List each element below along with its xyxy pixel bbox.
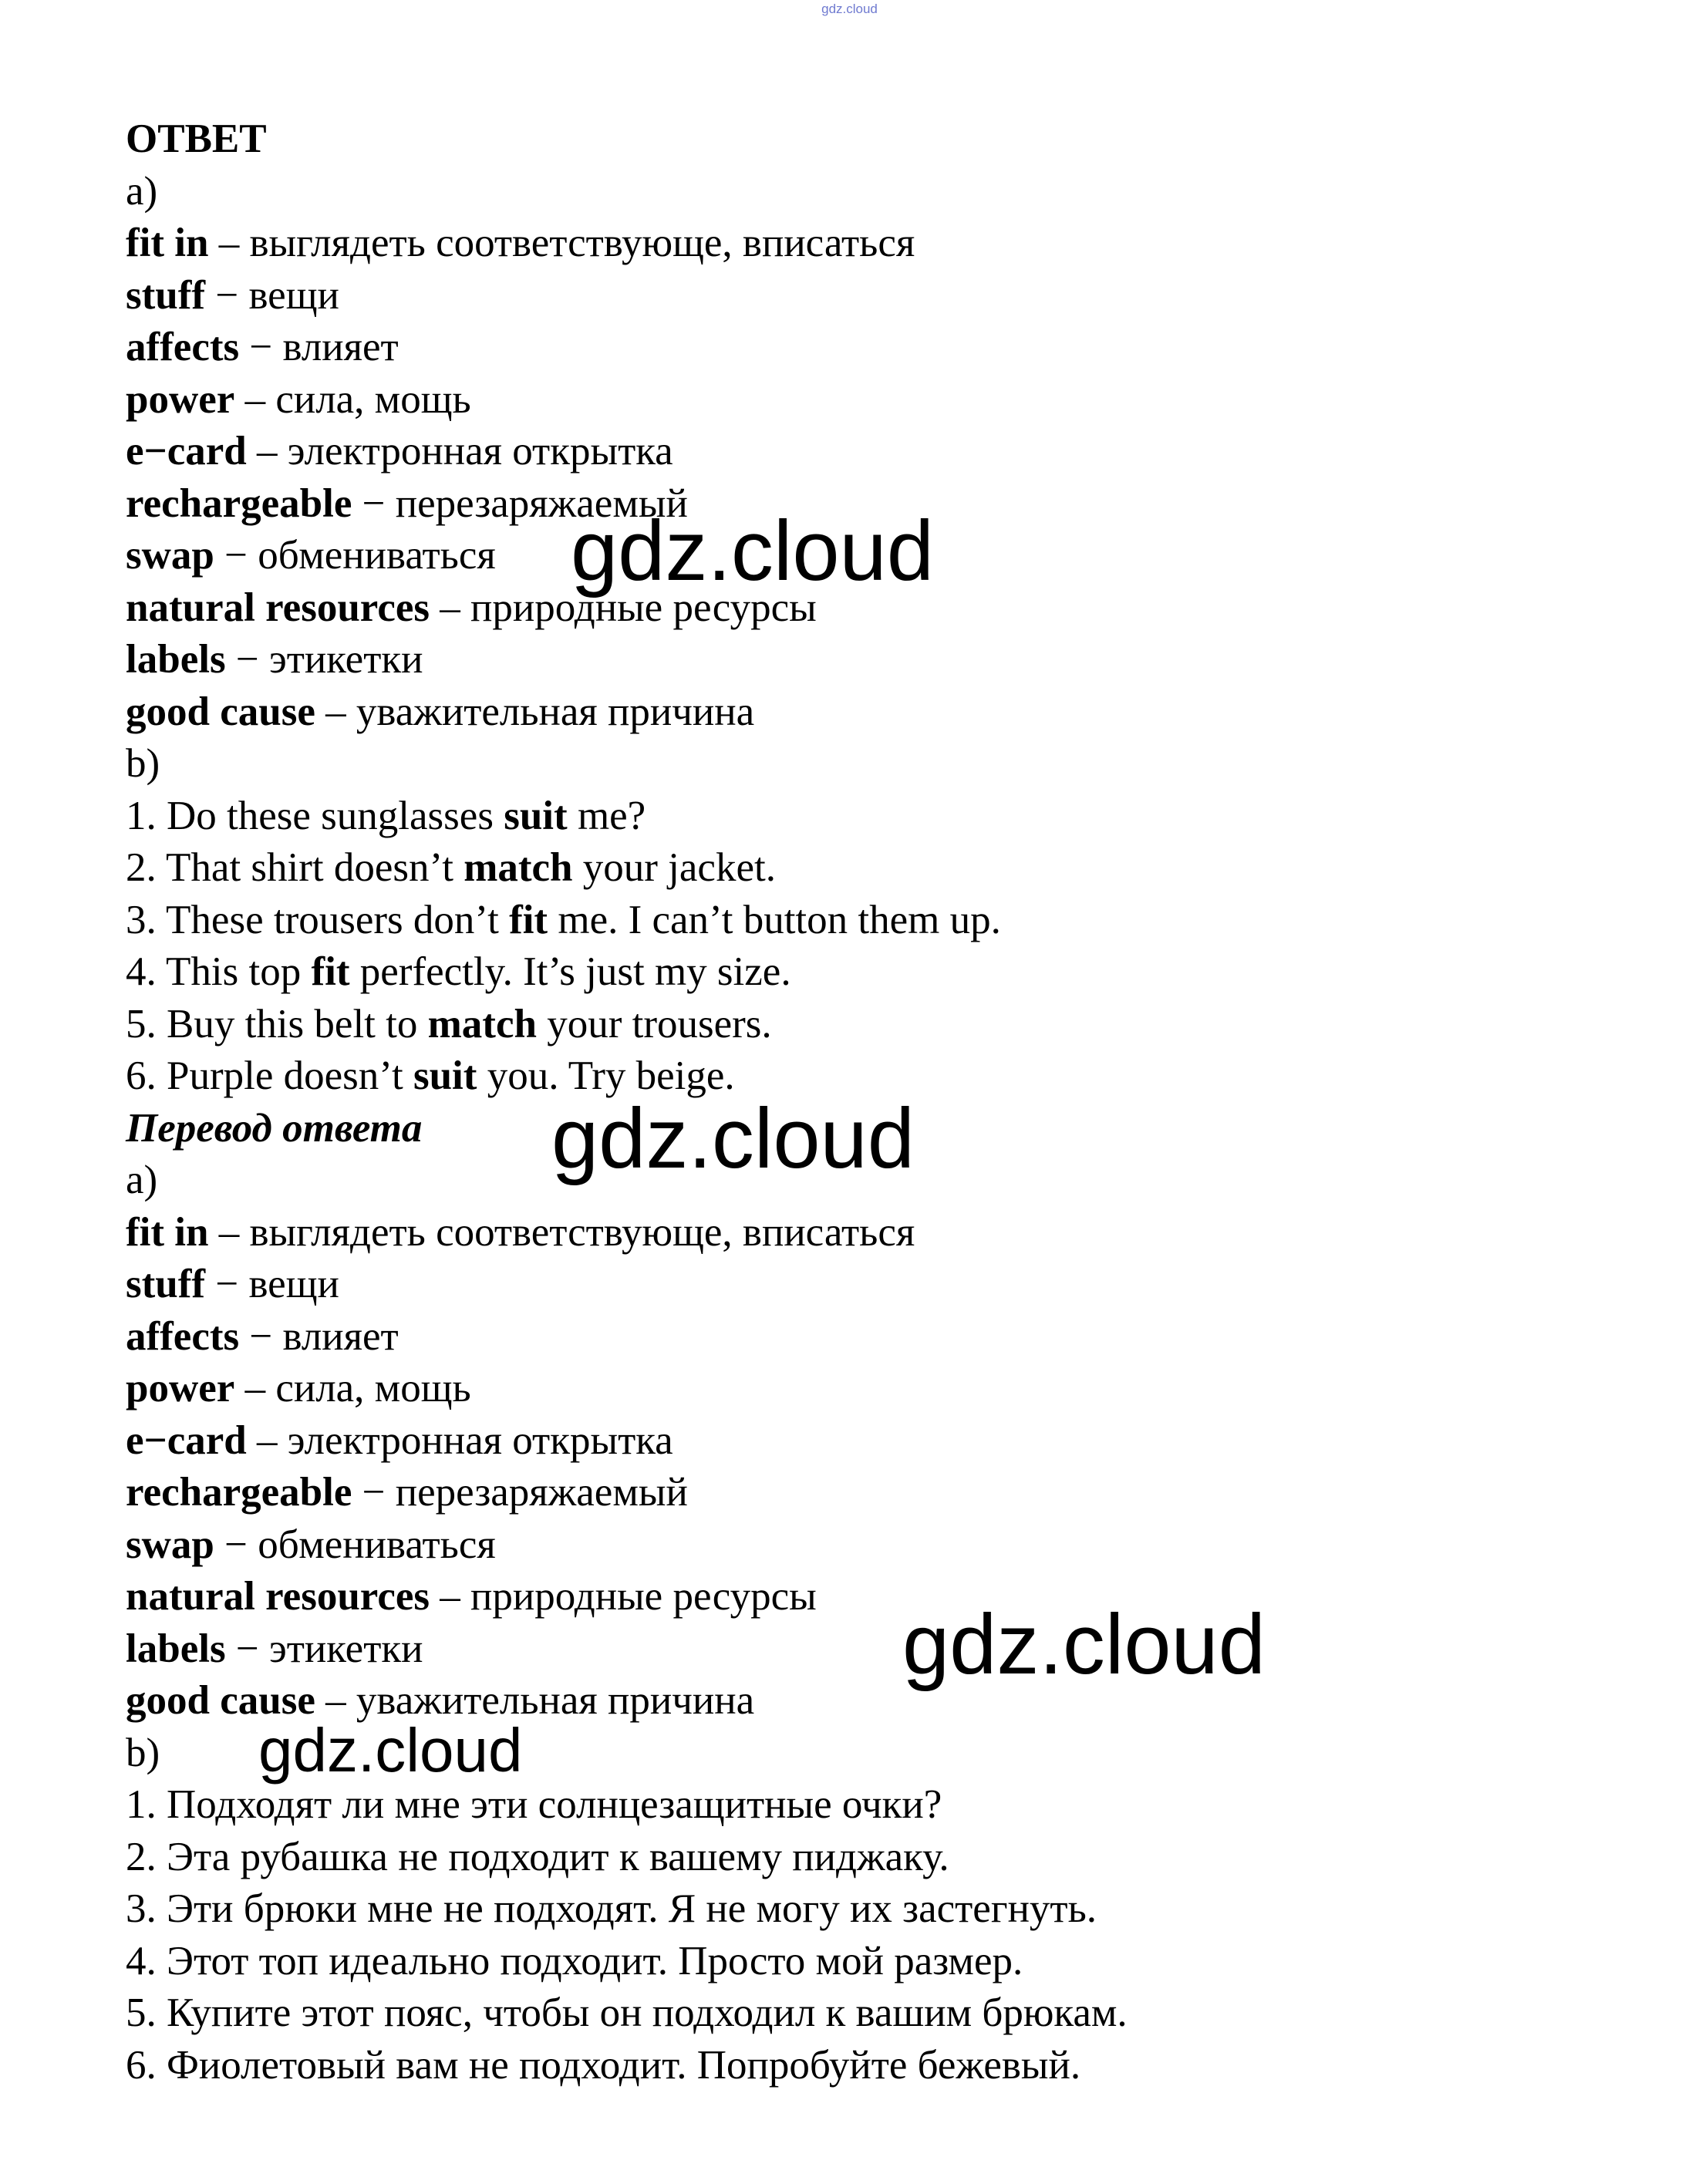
vocab-term: good cause <box>126 1678 315 1723</box>
sentence-text: 2. That shirt doesn’t <box>126 845 464 890</box>
vocab-definition: уважительная причина <box>356 689 755 734</box>
vocab-item <box>126 270 1591 322</box>
vocab-separator: – <box>315 689 356 734</box>
vocab-separator: – <box>430 585 471 630</box>
translation-heading: Перевод ответа <box>126 1105 423 1151</box>
vocab-term: fit in <box>126 1209 209 1255</box>
vocab-definition: природные ресурсы <box>470 585 817 630</box>
sentence-keyword: suit <box>413 1053 477 1098</box>
sentence-text: 5. Buy this belt to <box>126 1001 428 1046</box>
translation-item: 4. Этот топ идеально подходит. Просто мой размер. <box>126 1938 1023 1983</box>
vocab-item <box>126 374 1591 426</box>
vocab-term: power <box>126 1366 235 1410</box>
sentence-text: 1. Do these sunglasses <box>126 793 504 838</box>
vocab-term: stuff <box>126 272 206 318</box>
vocab-item <box>126 1415 1591 1468</box>
watermark-text: gdz.cloud <box>902 1597 1266 1692</box>
answer-heading: ОТВЕТ <box>126 116 267 161</box>
vocab-term: labels <box>126 1626 226 1671</box>
vocab-item <box>126 1311 1591 1363</box>
sentence-text: 6. Purple doesn’t <box>126 1053 413 1098</box>
vocab-definition: перезаряжаемый <box>395 480 688 526</box>
vocab-list <box>126 217 1591 738</box>
vocab-separator: – <box>208 1209 250 1255</box>
vocab-item <box>126 634 1591 686</box>
vocab-definition: обмениваться <box>258 533 496 578</box>
vocab-separator: – <box>430 1574 471 1619</box>
translation-item: 1. Подходят ли мне эти солнцезащитные очки? <box>126 1782 942 1827</box>
sentence-keyword: suit <box>504 793 568 838</box>
vocab-definition: вещи <box>248 272 339 318</box>
vocab-definition: перезаряжаемый <box>395 1470 688 1515</box>
section-b-label: b) <box>126 741 160 786</box>
vocab-item <box>126 322 1591 374</box>
vocab-item <box>126 1623 1591 1676</box>
vocab-definition: этикетки <box>268 1626 423 1671</box>
vocab-term: natural resources <box>126 1574 430 1619</box>
vocab-definition: электронная открытка <box>287 429 673 474</box>
vocab-definition: влияет <box>282 1313 399 1359</box>
vocab-definition: влияет <box>282 325 399 369</box>
vocab-separator: – <box>234 1366 276 1410</box>
sentence-keyword: match <box>427 1001 537 1046</box>
vocab-term: stuff <box>126 1262 206 1306</box>
vocab-list-repeat <box>126 1207 1591 1727</box>
watermark-text: gdz.cloud <box>258 1716 523 1785</box>
section-b-label: b) <box>126 1730 160 1775</box>
translation-item: 3. Эти брюки мне не подходят. Я не могу их застегнуть. <box>126 1886 1097 1931</box>
vocab-term: affects <box>126 1313 240 1359</box>
sentence-text: 4. This top <box>126 949 312 994</box>
vocab-definition: выглядеть соответствующе, вписаться <box>249 1209 915 1255</box>
vocab-term: affects <box>126 325 240 369</box>
sentence-item <box>126 790 1591 843</box>
vocab-item <box>126 1519 1591 1572</box>
vocab-item <box>126 1571 1591 1623</box>
sentence-item <box>126 842 1591 895</box>
vocab-separator: – <box>315 1678 356 1723</box>
sentence-keyword: match <box>464 845 573 890</box>
vocab-separator: – <box>246 429 288 474</box>
vocab-definition: природные ресурсы <box>470 1574 817 1619</box>
vocab-definition: этикетки <box>268 637 423 682</box>
vocab-separator: − <box>205 272 249 318</box>
translation-item: 5. Купите этот пояс, чтобы он подходил к вашим брюкам. <box>126 1990 1128 2035</box>
watermark-text: gdz.cloud <box>551 1091 915 1186</box>
translation-item: 2. Эта рубашка не подходит к вашему пиджаку. <box>126 1834 949 1879</box>
vocab-term: rechargeable <box>126 1470 352 1515</box>
vocab-definition: вещи <box>248 1262 339 1306</box>
vocab-term: labels <box>126 637 226 682</box>
vocab-definition: обмениваться <box>258 1522 496 1567</box>
sentence-item <box>126 999 1591 1051</box>
sentence-list <box>126 790 1591 1103</box>
section-a-label: a) <box>126 1158 158 1202</box>
vocab-separator: – <box>208 221 250 265</box>
vocab-definition: сила, мощь <box>275 1366 471 1410</box>
vocab-separator: − <box>239 1313 283 1359</box>
vocab-item <box>126 1467 1591 1519</box>
vocab-term: power <box>126 376 235 422</box>
translation-item: 6. Фиолетовый вам не подходит. Попробуйте бежевый. <box>126 2042 1081 2088</box>
vocab-separator: − <box>225 637 269 682</box>
vocab-item <box>126 1207 1591 1259</box>
vocab-term: swap <box>126 1522 214 1567</box>
vocab-definition: выглядеть соответствующе, вписаться <box>249 221 915 265</box>
vocab-separator: – <box>246 1417 288 1463</box>
vocab-term: natural resources <box>126 585 430 630</box>
vocab-separator: − <box>214 533 258 578</box>
sentence-text: your trousers. <box>536 1001 772 1046</box>
sentence-text: 3. These trousers don’t <box>126 897 510 942</box>
top-watermark: gdz.cloud <box>821 2 878 16</box>
vocab-definition: уважительная причина <box>356 1678 755 1723</box>
vocab-term: swap <box>126 533 214 578</box>
sentence-keyword: fit <box>509 897 548 942</box>
vocab-definition: сила, мощь <box>275 376 471 422</box>
vocab-term: rechargeable <box>126 480 352 526</box>
sentence-item <box>126 946 1591 999</box>
vocab-separator: − <box>205 1262 249 1306</box>
vocab-separator: − <box>214 1522 258 1567</box>
vocab-item <box>126 426 1591 478</box>
vocab-definition: электронная открытка <box>287 1417 673 1463</box>
vocab-separator: − <box>352 1470 396 1515</box>
sentence-item <box>126 895 1591 947</box>
vocab-term: good cause <box>126 689 315 734</box>
sentence-keyword: fit <box>311 949 350 994</box>
sentence-text: perfectly. It’s just my size. <box>349 949 791 994</box>
sentence-text: me. I can’t button them up. <box>548 897 1001 942</box>
vocab-item <box>126 686 1591 739</box>
vocab-term: fit in <box>126 221 209 265</box>
sentence-text: you. Try beige. <box>477 1053 735 1098</box>
vocab-item <box>126 1259 1591 1311</box>
vocab-separator: − <box>352 480 396 526</box>
vocab-separator: − <box>225 1626 269 1671</box>
sentence-text: your jacket. <box>572 845 776 890</box>
section-a-label: a) <box>126 168 158 214</box>
sentence-text: me? <box>567 793 646 838</box>
vocab-item <box>126 217 1591 270</box>
vocab-separator: – <box>234 376 276 422</box>
vocab-term: e−card <box>126 429 247 474</box>
watermark-text: gdz.cloud <box>571 504 934 598</box>
vocab-separator: − <box>239 325 283 369</box>
vocab-term: e−card <box>126 1417 247 1463</box>
vocab-item <box>126 1363 1591 1415</box>
translation-list <box>126 1779 1591 2091</box>
